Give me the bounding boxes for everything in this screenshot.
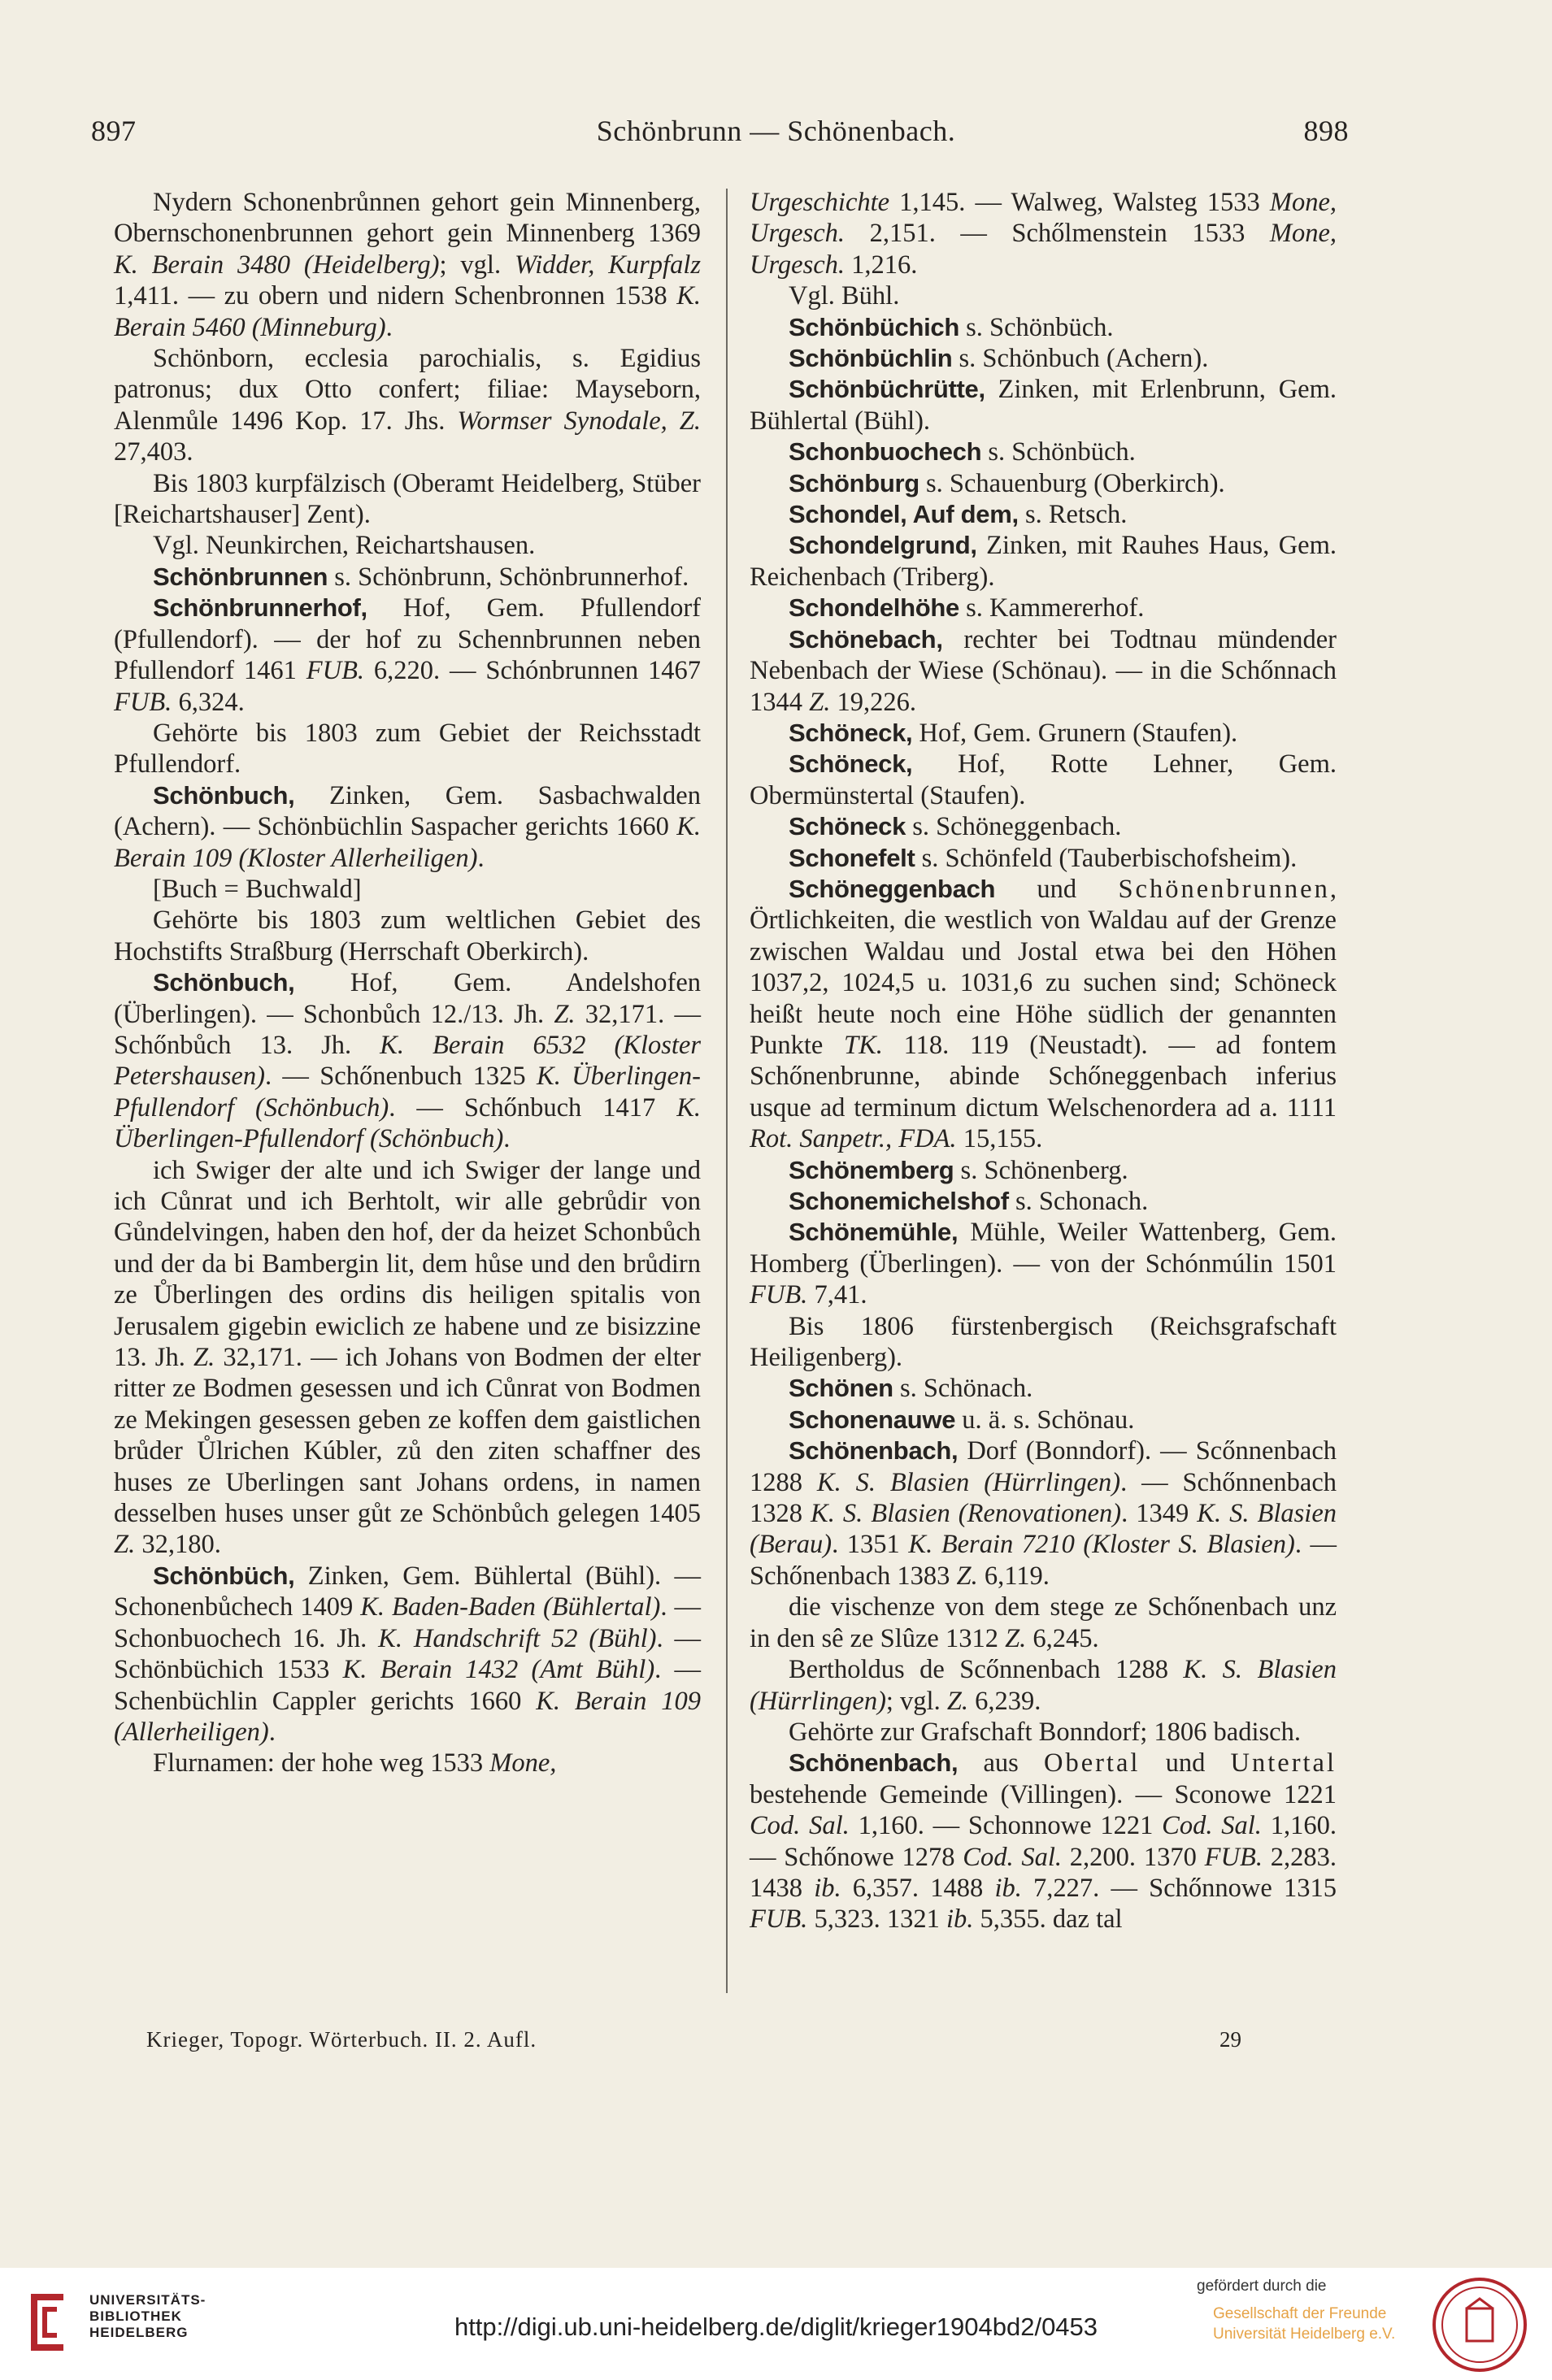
text-paragraph: Schönbuch, Hof, Gem. Andelshofen (Überlingen). — Schonbůch 12./13. Jh. Z. 32,171. — Schőnbůch 13. Jh. K. Berain 6532 (Kloster Petershausen). — Schőnenbuch 1325 K. Überlingen-Pfullendorf (Schönbuch). — Schőnbuch 1417 K. Überlingen-Pfullendorf (Schönbuch). xyxy=(114,968,702,1154)
right-text-column xyxy=(750,187,1337,1935)
text-paragraph: Schönbuch, Zinken, Gem. Sasbachwalden (Achern). — Schönbüchlin Saspacher gerichts 1660 K. Berain 109 (Kloster Allerheiligen). xyxy=(114,780,701,873)
text-paragraph: Schönenbach, Dorf (Bonndorf). — Scőnnenbach 1288 K. S. Blasien (Hürrlingen). — Schőnnenbach 1328 K. S. Blasien (Renovationen). 1349 K. S. Blasien (Berau). 1351 K. Berain 7210 (Kloster S. Blasien). — Schőnenbach 1383 Z. 6,119. xyxy=(750,1436,1337,1591)
left-text-column xyxy=(114,187,701,1779)
text-paragraph: Schöneggenbach und Schönenbrunnen, Örtlichkeiten, die westlich von Waldau auf der Grenze zwischen Waldau und Jostal etwa bei den Höhen 1037,2, 1024,5 u. 1031,6 zu suchen sind; Schöneck heißt heute noch eine Höhe südlich der genannten Punkte TK. 118. 119 (Neustadt). — ad fontem Schőnenbrunne, abinde Schőneggenbach inferius usque ad terminum dictum Welschenordera ad a. 1111 Rot. Sanpetr., FDA. 15,155. xyxy=(750,874,1337,1154)
text-paragraph: Schonemichelshof s. Schonach. xyxy=(789,1187,1149,1216)
text-paragraph: Bis 1806 fürstenbergisch (Reichsgrafschaft Heiligenberg). xyxy=(750,1311,1337,1373)
text-paragraph: Schöneck, Hof, Gem. Grunern (Staufen). xyxy=(789,718,1238,748)
text-paragraph: Nydern Schonenbrůnnen gehort gein Minnenberg, Obernschonenbrunnen gehort gein Minnenberg 1369 K. Berain 3480 (Heidelberg); vgl. Widder, Kurpfalz 1,411. — zu obern und nidern Schenbronnen 1538 K. Berain 5460 (Minneburg). xyxy=(114,188,702,342)
text-paragraph: Flurnamen: der hohe weg 1533 Mone, xyxy=(153,1748,557,1778)
text-paragraph: Schonbuochech s. Schönbüch. xyxy=(789,437,1136,467)
text-paragraph: Schönebach, rechter bei Todtnau mündender Nebenbach der Wiese (Schönau). — in die Schőnnach 1344 Z. 19,226. xyxy=(750,624,1337,717)
text-paragraph: Urgeschichte 1,145. — Walweg, Walsteg 1533 Mone, Urgesch. 2,151. — Schőlmenstein 1533 Mone, Urgesch. 1,216. xyxy=(750,188,1337,280)
text-paragraph: Schonefelt s. Schönfeld (Tauberbischofsheim). xyxy=(789,843,1298,873)
page-number-left: 897 xyxy=(91,115,137,147)
text-paragraph: [Buch = Buchwald] xyxy=(153,874,362,904)
text-paragraph: Schönenbach, aus Obertal und Untertal bestehende Gemeinde (Villingen). — Sconowe 1221 Cod. Sal. 1,160. — Schonnowe 1221 Cod. Sal. 1,160. — Schőnowe 1278 Cod. Sal. 2,200. 1370 FUB. 2,283. 1438 ib. 6,357. 1488 ib. 7,227. — Schőnnowe 1315 FUB. 5,323. 1321 ib. 5,355. daz tal xyxy=(750,1748,1337,1935)
text-paragraph: Schönbüchich s. Schönbüch. xyxy=(789,312,1114,342)
digitization-footer xyxy=(0,2268,1552,2380)
text-paragraph: Schönbüch, Zinken, Gem. Bühlertal (Bühl). — Schonenbůchech 1409 K. Baden-Baden (Bühlertal). — Schonbuochech 16. Jh. K. Handschrift 52 (Bühl). — Schönbüchich 1533 K. Berain 1432 (Amt Bühl). — Schenbüchlin Cappler gerichts 1660 K. Berain 109 (Allerheiligen). xyxy=(114,1561,702,1747)
text-paragraph: Vgl. Neunkirchen, Reichartshausen. xyxy=(153,531,536,561)
footer-note: Krieger, Topogr. Wörterbuch. II. 2. Aufl. xyxy=(146,2027,537,2052)
column-divider xyxy=(726,189,728,1993)
text-paragraph: Bertholdus de Scőnnenbach 1288 K. S. Blasien (Hürrlingen); vgl. Z. 6,239. xyxy=(750,1655,1337,1716)
text-paragraph: Schönemberg s. Schönenberg. xyxy=(789,1155,1128,1185)
text-paragraph: Gehörte zur Grafschaft Bonndorf; 1806 badisch. xyxy=(789,1717,1301,1747)
page-number-right: 898 xyxy=(1303,115,1349,147)
text-paragraph: Schöneck s. Schöneggenbach. xyxy=(789,812,1122,842)
text-paragraph: Gehörte bis 1803 zum weltlichen Gebiet des Hochstifts Straßburg (Herrschaft Oberkirch). xyxy=(114,906,701,966)
text-paragraph: Schondelgrund, Zinken, mit Rauhes Haus, Gem. Reichenbach (Triberg). xyxy=(750,531,1337,592)
text-paragraph: ich Swiger der alte und ich Swiger der lange und ich Cůnrat und ich Berhtolt, wir alle gebrůdir von Gůndelvingen, haben den hof, der da heizet Schonbůch und der da bi Bambergin lit, dem hůse und den brůdirn ze Ůberlingen des ordins dis heiligen spitalis von Jerusalem gigebin ewiclich ze habene und ze bisizzine 13. Jh. Z. 32,171. — ich Johans von Bodmen der elter ritter ze Bodmen gesessen und ich Cůnrat von Bodmen ze Mekingen gesessen geben ze koffen dem gaistlichen brůder Ůlrichen Kúbler, zů den ziten schaffner des huses ze Uberlingen sant Johans ordens, in namen desselben huses unser gůt ze Schönbůch gelegen 1405 Z. 32,180. xyxy=(114,1155,701,1560)
text-paragraph: Schönbüchrütte, Zinken, mit Erlenbrunn, Gem. Bühlertal (Bühl). xyxy=(750,375,1337,436)
sponsor-intro: gefördert durch die xyxy=(1197,2278,1327,2295)
text-paragraph: Bis 1803 kurpfälzisch (Oberamt Heidelberg, Stüber [Reichartshauser] Zent). xyxy=(114,468,701,530)
sponsor-name: Gesellschaft der Freunde Universität Heidelberg e.V. xyxy=(1213,2305,1396,2343)
text-paragraph: Schönen s. Schönach. xyxy=(789,1374,1033,1404)
text-paragraph: Schönborn, ecclesia parochialis, s. Egidius patronus; dux Otto confert; filiae: Mayseborn, Alenmůle 1496 Kop. 17. Jhs. Wormser Synodale, Z. 27,403. xyxy=(114,344,701,467)
text-paragraph: Schondel, Auf dem, s. Retsch. xyxy=(789,500,1128,530)
text-paragraph: Schönbüchlin s. Schönbuch (Achern). xyxy=(789,344,1209,374)
running-title: Schönbrunn — Schönenbach. xyxy=(596,115,956,147)
text-paragraph: die vischenze von dem stege ze Schőnenbach unz in den sê ze Slûze 1312 Z. 6,245. xyxy=(750,1592,1337,1653)
text-paragraph: Schöneck, Hof, Rotte Lehner, Gem. Obermünstertal (Staufen). xyxy=(750,749,1337,810)
text-paragraph: Schonenauwe u. ä. s. Schönau. xyxy=(789,1405,1135,1435)
text-paragraph: Schondelhöhe s. Kammererhof. xyxy=(789,593,1145,623)
text-paragraph: Schönburg s. Schauenburg (Oberkirch). xyxy=(789,468,1225,498)
library-name: UNIVERSITÄTS- BIBLIOTHEK HEIDELBERG xyxy=(89,2292,206,2340)
permalink-url[interactable]: http://digi.ub.uni-heidelberg.de/diglit/krieger1904bd2/0453 xyxy=(454,2313,1098,2341)
text-paragraph: Vgl. Bühl. xyxy=(789,281,900,311)
text-paragraph: Gehörte bis 1803 zum Gebiet der Reichsstadt Pfullendorf. xyxy=(114,718,701,780)
signature-mark: 29 xyxy=(1219,2027,1241,2052)
text-paragraph: Schönbrunnerhof, Hof, Gem. Pfullendorf (Pfullendorf). — der hof zu Schennbrunnen neben Pfullendorf 1461 FUB. 6,220. — Schónbrunnen 1467 FUB. 6,324. xyxy=(114,593,701,717)
text-paragraph: Schönbrunnen s. Schönbrunn, Schönbrunnerhof. xyxy=(153,562,689,592)
university-seal-icon xyxy=(1431,2276,1528,2373)
text-paragraph: Schönemühle, Mühle, Weiler Wattenberg, Gem. Homberg (Überlingen). — von der Schónmúlin 1501 FUB. 7,41. xyxy=(750,1218,1337,1310)
